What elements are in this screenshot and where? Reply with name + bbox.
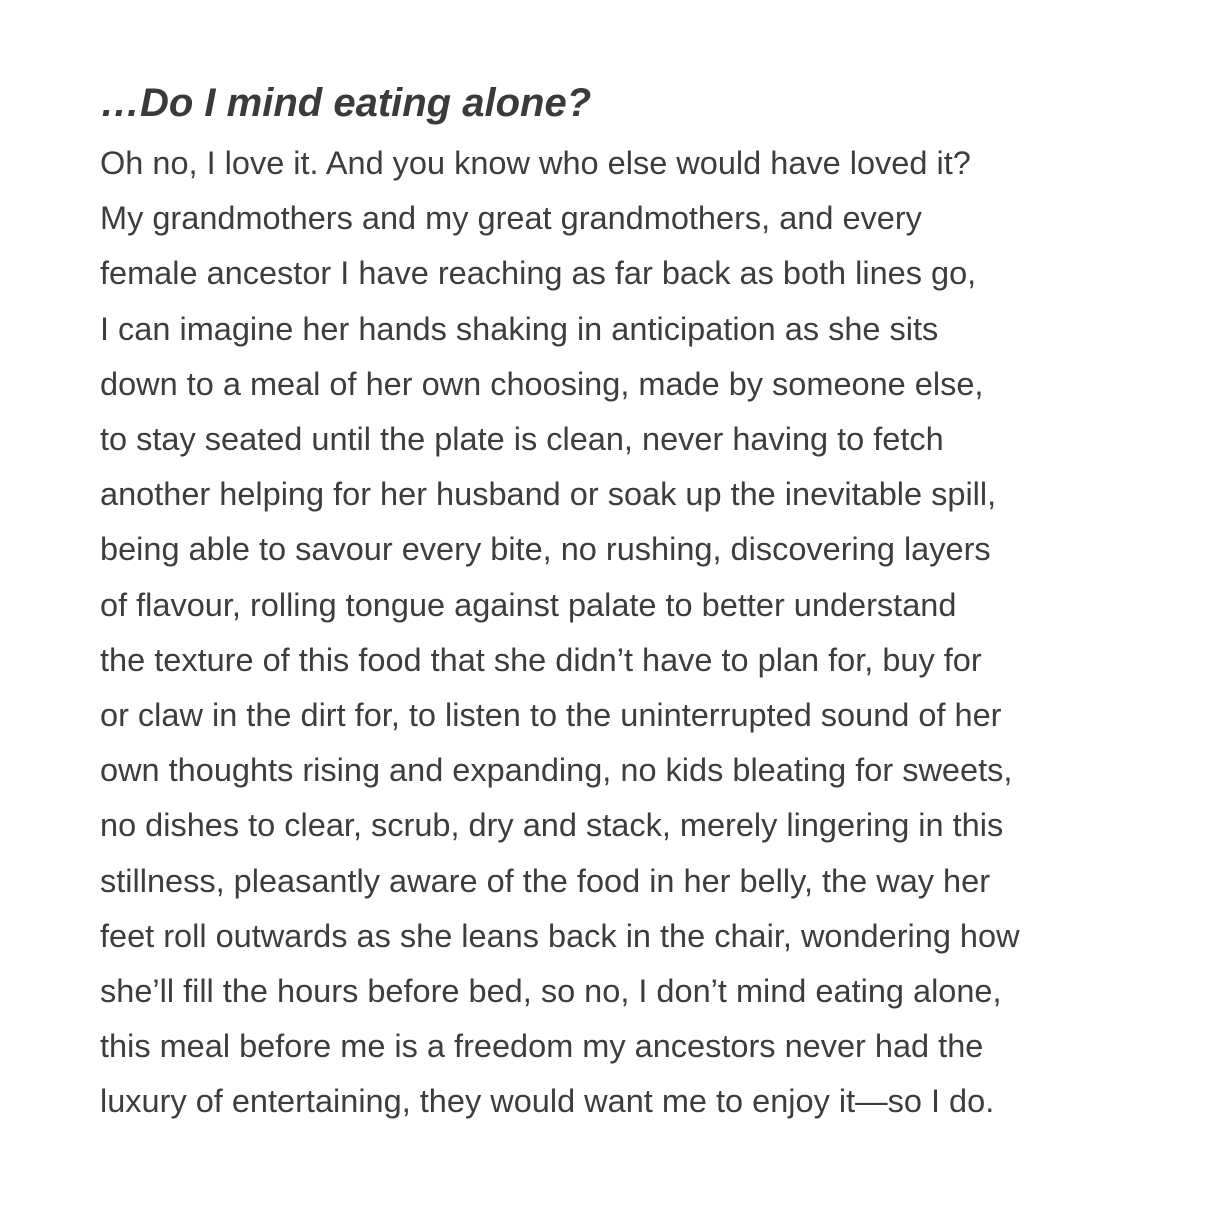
note-line: this meal before me is a freedom my ancestors never had the — [100, 1028, 984, 1065]
note-line: of flavour, rolling tongue against palate to better understand — [100, 586, 957, 623]
note-line: being able to savour every bite, no rushing, discovering layers — [100, 531, 991, 568]
note-line: I can imagine her hands shaking in anticipation as she sits — [100, 310, 939, 347]
note-line: stillness, pleasantly aware of the food in her belly, the way her — [100, 862, 991, 899]
note-line: feet roll outwards as she leans back in the chair, wondering how — [100, 917, 1020, 954]
note-line: another helping for her husband or soak up the inevitable spill, — [100, 476, 997, 513]
note — [100, 72, 1180, 1130]
note-line: female ancestor I have reaching as far back as both lines go, — [100, 255, 977, 292]
note-line: or claw in the dirt for, to listen to the uninterrupted sound of her — [100, 697, 1002, 734]
note-line: My grandmothers and my great grandmothers, and every — [100, 200, 922, 237]
note-line: Oh no, I love it. And you know who else would have loved it? — [100, 145, 971, 181]
note-line: no dishes to clear, scrub, dry and stack, merely lingering in this — [100, 807, 1004, 844]
note-line: own thoughts rising and expanding, no kids bleating for sweets, — [100, 752, 1013, 789]
note-body — [100, 134, 1180, 1130]
note-line: down to a meal of her own choosing, made by someone else, — [100, 365, 984, 402]
note-line: she’ll fill the hours before bed, so no, I don’t mind eating alone, — [100, 973, 1002, 1010]
note-line: luxury of entertaining, they would want me to enjoy it—so I do. — [100, 1083, 995, 1120]
note-line: the texture of this food that she didn’t have to plan for, buy for — [100, 641, 982, 678]
note-line: to stay seated until the plate is clean, never having to fetch — [100, 421, 944, 458]
note-title: …Do I mind eating alone? — [100, 81, 592, 125]
